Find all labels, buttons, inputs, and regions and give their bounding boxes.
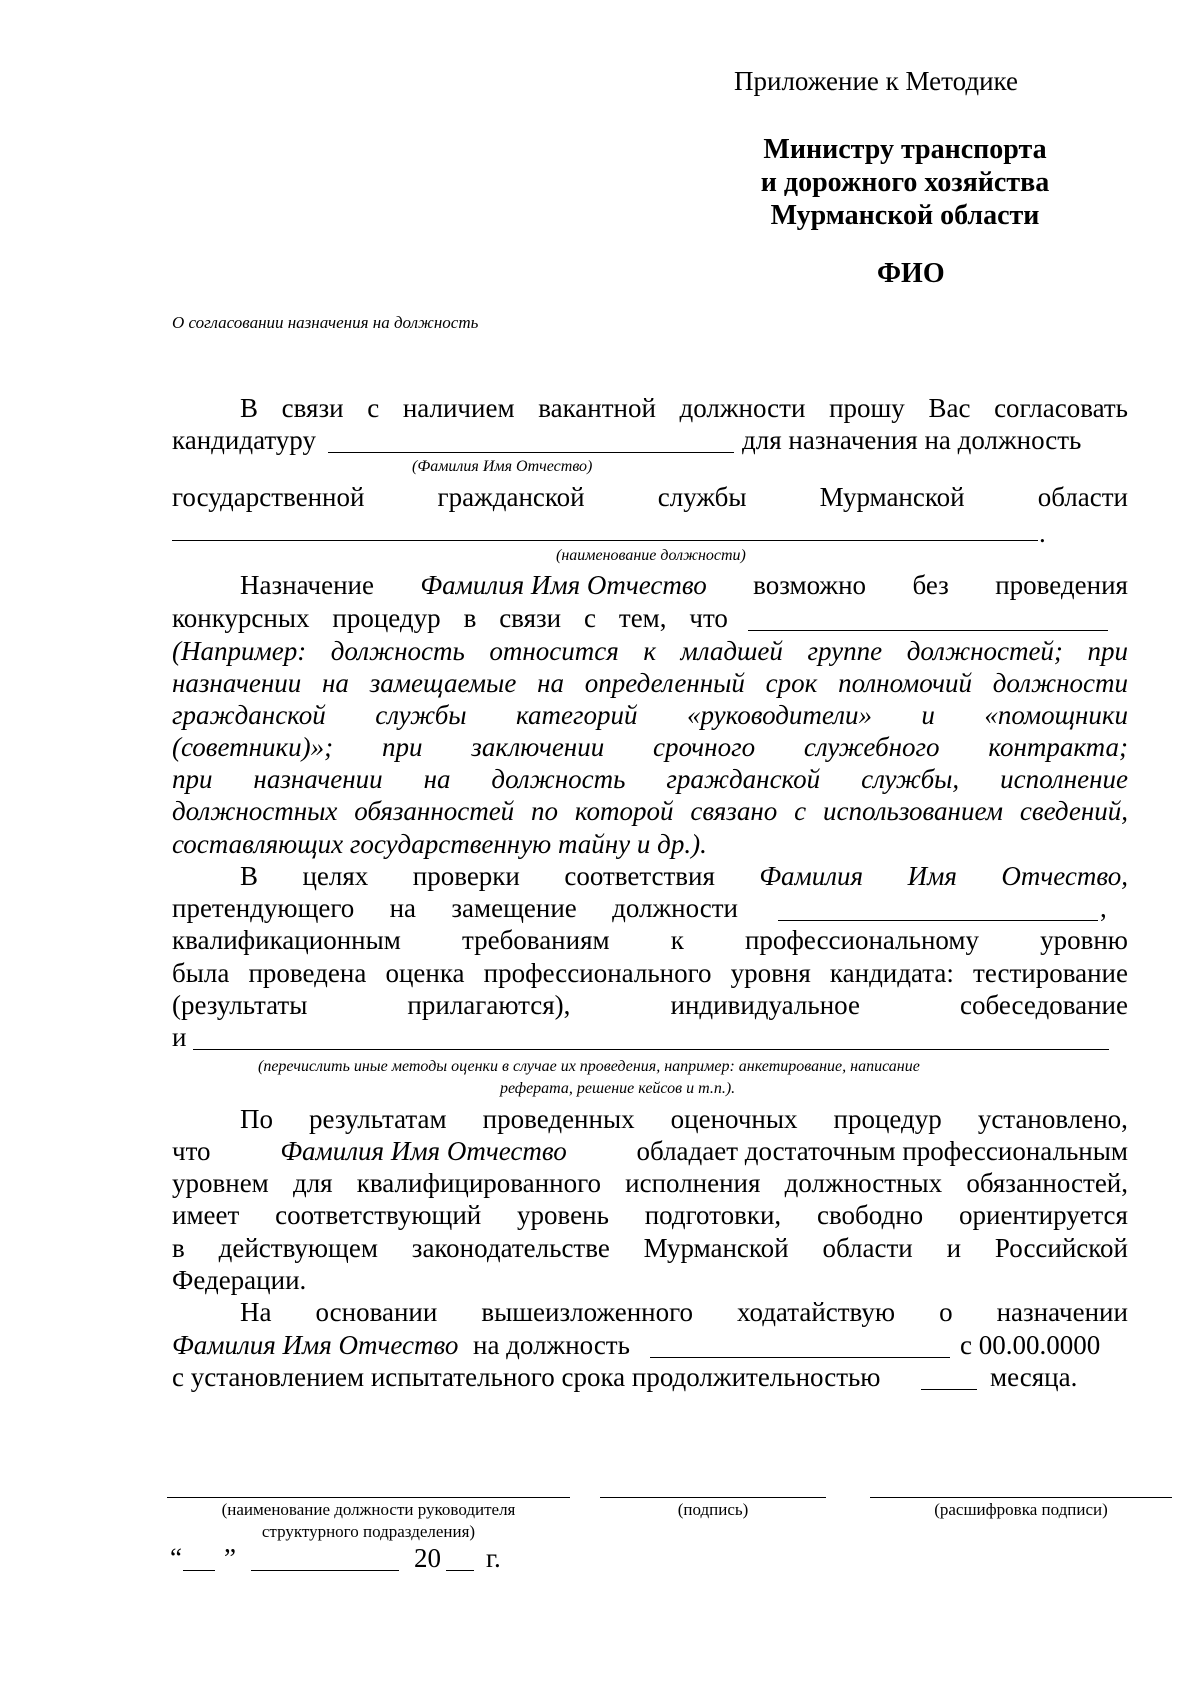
word: целях <box>302 861 369 891</box>
date-open-quote: “ <box>170 1543 182 1573</box>
p3-line-2-comma: , <box>1100 893 1107 923</box>
word: срочного <box>653 732 756 762</box>
p2-line-9: составляющих государственную тайну и др.). <box>172 829 707 859</box>
word: Фамилия Имя Отчество <box>420 570 707 600</box>
word: службы <box>375 700 467 730</box>
word: и <box>921 700 935 730</box>
p2-line-5 <box>172 700 1128 732</box>
subject-line: О согласовании назначения на должность <box>172 313 479 332</box>
word: Вас <box>928 393 971 423</box>
word: оценочных <box>670 1104 798 1134</box>
word: без <box>912 570 949 600</box>
word: собеседование <box>960 990 1128 1020</box>
date-year-prefix: 20 <box>414 1543 441 1573</box>
word: области <box>822 1233 913 1263</box>
word: замещение <box>451 893 577 923</box>
p2-line-8: должностных обязанностей по которой связано с использованием сведений, <box>172 796 1128 826</box>
word: квалификационным <box>172 925 401 955</box>
word: связи <box>281 393 344 423</box>
p1-line-4-period: . <box>1039 518 1046 548</box>
p2-line-2 <box>172 603 728 635</box>
word: исполнение <box>1000 764 1128 794</box>
caption-methods-2: реферата, решение кейсов и т.п.). <box>500 1080 736 1097</box>
word: Имя <box>907 861 957 891</box>
p5-line-3b: месяца. <box>990 1362 1078 1392</box>
appointment-position-field <box>650 1357 950 1358</box>
word: В <box>240 393 259 423</box>
word: «руководители» <box>686 700 872 730</box>
p1-line-3 <box>172 482 1128 514</box>
word: ходатайствую <box>737 1297 896 1327</box>
word: контракта; <box>988 732 1128 762</box>
word: ориентируется <box>959 1200 1128 1230</box>
word: соответствующий <box>275 1200 482 1230</box>
word: обладает достаточным профессиональным <box>636 1136 1128 1166</box>
word: имеет <box>172 1200 240 1230</box>
p4-line-4 <box>172 1200 1128 1232</box>
p3-line-1 <box>172 861 1128 893</box>
caption-signature-decode: (расшифровка подписи) <box>934 1500 1108 1519</box>
word: должности <box>612 893 738 923</box>
word: (советники)»; <box>172 732 334 762</box>
word: вышеизложенного <box>481 1297 693 1327</box>
word: процедур <box>332 603 441 633</box>
word: связи <box>499 603 562 633</box>
word: согласовать <box>994 393 1128 423</box>
applicant-position-field <box>778 920 1098 921</box>
date-suffix: г. <box>486 1543 501 1573</box>
word: проведенных <box>482 1104 635 1134</box>
word: Назначение <box>240 570 374 600</box>
p3-line-4: была проведена оценка профессионального уровня кандидата: тестирование <box>172 958 1128 988</box>
p5-line-2-date: с 00.00.0000 <box>960 1330 1101 1360</box>
p3-line-6: и <box>172 1022 187 1052</box>
word: государственной <box>172 482 365 512</box>
word: при <box>172 764 213 794</box>
word: о <box>939 1297 953 1327</box>
p1-line-2b: для назначения на должность <box>742 425 1082 455</box>
p4-line-3: уровнем для квалифицированного исполнения должностных обязанностей, <box>172 1168 1128 1198</box>
word: к <box>670 925 684 955</box>
p4-line-5 <box>172 1233 1128 1265</box>
word: должности <box>679 393 806 423</box>
word: процедур <box>833 1104 942 1134</box>
caption-methods-1: (перечислить иные методы оценки в случае их проведения, например: анкетирование, написание <box>258 1058 920 1075</box>
signature-decode-line <box>870 1497 1172 1498</box>
word: В <box>240 861 259 891</box>
word: на <box>423 764 451 794</box>
probation-months-field <box>921 1389 977 1390</box>
word: службы, <box>861 764 960 794</box>
date-month-field <box>251 1570 399 1571</box>
word: конкурсных <box>172 603 310 633</box>
word: По <box>240 1104 273 1134</box>
p2-line-3: (Например: должность относится к младшей группе должностей; при <box>172 636 1128 666</box>
reason-field <box>748 630 1108 631</box>
p5-line-2-fio: Фамилия Имя Отчество <box>172 1330 459 1360</box>
p5-line-1 <box>172 1297 1128 1329</box>
word: основании <box>315 1297 438 1327</box>
signatory-position-line <box>167 1497 570 1498</box>
p2-line-7 <box>172 764 1128 796</box>
word: Российской <box>994 1233 1128 1263</box>
word: результатам <box>309 1104 447 1134</box>
other-methods-field <box>193 1049 1109 1050</box>
p3-line-3 <box>172 925 1128 957</box>
word: в <box>463 603 477 633</box>
caption-position: (наименование должности) <box>556 547 746 564</box>
word: Фамилия Имя Отчество <box>280 1136 567 1166</box>
p2-line-4: назначении на замещаемые на определенный срок полномочий должности <box>172 668 1128 698</box>
word: возможно <box>753 570 867 600</box>
word: прошу <box>829 393 905 423</box>
word: Фамилия <box>759 861 864 891</box>
word: прилагаются), <box>407 990 571 1020</box>
word: «помощники <box>984 700 1128 730</box>
word: гражданской <box>666 764 821 794</box>
word: Отчество, <box>1001 861 1128 891</box>
position-name-field <box>172 540 1038 541</box>
word: проведения <box>995 570 1128 600</box>
word: назначении <box>996 1297 1128 1327</box>
signature-line <box>600 1497 826 1498</box>
p3-line-2 <box>172 893 738 925</box>
p2-line-1 <box>172 570 1128 602</box>
appendix-label: Приложение к Методике <box>734 66 1018 96</box>
word: и <box>946 1233 962 1263</box>
p4-line-2 <box>172 1136 1128 1168</box>
candidate-name-field <box>328 452 734 453</box>
caption-signatory-position-2: структурного подразделения) <box>261 1522 476 1541</box>
word: соответствия <box>564 861 715 891</box>
word: уровень <box>517 1200 609 1230</box>
word: с <box>367 393 380 423</box>
p5-line-3a: с установлением испытательного срока продолжительностью <box>172 1362 881 1392</box>
word: на <box>389 893 417 923</box>
word: гражданской <box>172 700 326 730</box>
word: требованиям <box>461 925 610 955</box>
word: На <box>240 1297 272 1327</box>
word: заключении <box>471 732 605 762</box>
word: проверки <box>412 861 520 891</box>
word: что <box>689 603 728 633</box>
word: Мурманской <box>819 482 965 512</box>
p3-line-5 <box>172 990 1128 1022</box>
word: претендующего <box>172 893 355 923</box>
word: вакантной <box>538 393 656 423</box>
word: (результаты <box>172 990 308 1020</box>
addressee-line-2: и дорожного хозяйства <box>760 167 1050 198</box>
word: при <box>381 732 423 762</box>
word: службы <box>657 482 747 512</box>
word: категорий <box>516 700 638 730</box>
word: свободно <box>816 1200 924 1230</box>
addressee-line-3: Мурманской области <box>770 200 1040 231</box>
caption-signature: (подпись) <box>677 1500 749 1519</box>
date-year-field <box>446 1570 474 1571</box>
word: должность <box>491 764 626 794</box>
word: Мурманской <box>643 1233 789 1263</box>
word: индивидуальное <box>670 990 860 1020</box>
word: в <box>172 1233 185 1263</box>
word: что <box>172 1136 211 1166</box>
date-day-field <box>183 1570 215 1571</box>
p4-line-6: Федерации. <box>172 1265 307 1295</box>
word: подготовки, <box>644 1200 782 1230</box>
word: с <box>584 603 596 633</box>
word: гражданской <box>437 482 585 512</box>
word: уровню <box>1040 925 1128 955</box>
word: назначении <box>253 764 383 794</box>
word: установлено, <box>977 1104 1128 1134</box>
addressee-fio: ФИО <box>877 258 945 289</box>
caption-fio: (Фамилия Имя Отчество) <box>412 458 593 475</box>
p1-line-1 <box>172 393 1128 425</box>
p1-line-2a: кандидатуру <box>172 425 316 455</box>
date-close-quote: ” <box>224 1543 236 1573</box>
word: действующем <box>218 1233 378 1263</box>
addressee-line-1: Министру транспорта <box>763 134 1047 165</box>
p5-line-2-label: на должность <box>473 1330 630 1360</box>
caption-signatory-position-1: (наименование должности руководителя <box>221 1500 516 1519</box>
word: тем, <box>618 603 667 633</box>
word: законодательстве <box>411 1233 610 1263</box>
p2-line-6 <box>172 732 1128 764</box>
word: области <box>1037 482 1128 512</box>
word: служебного <box>803 732 940 762</box>
p4-line-1 <box>172 1104 1128 1136</box>
word: профессиональному <box>744 925 979 955</box>
word: наличием <box>402 393 515 423</box>
